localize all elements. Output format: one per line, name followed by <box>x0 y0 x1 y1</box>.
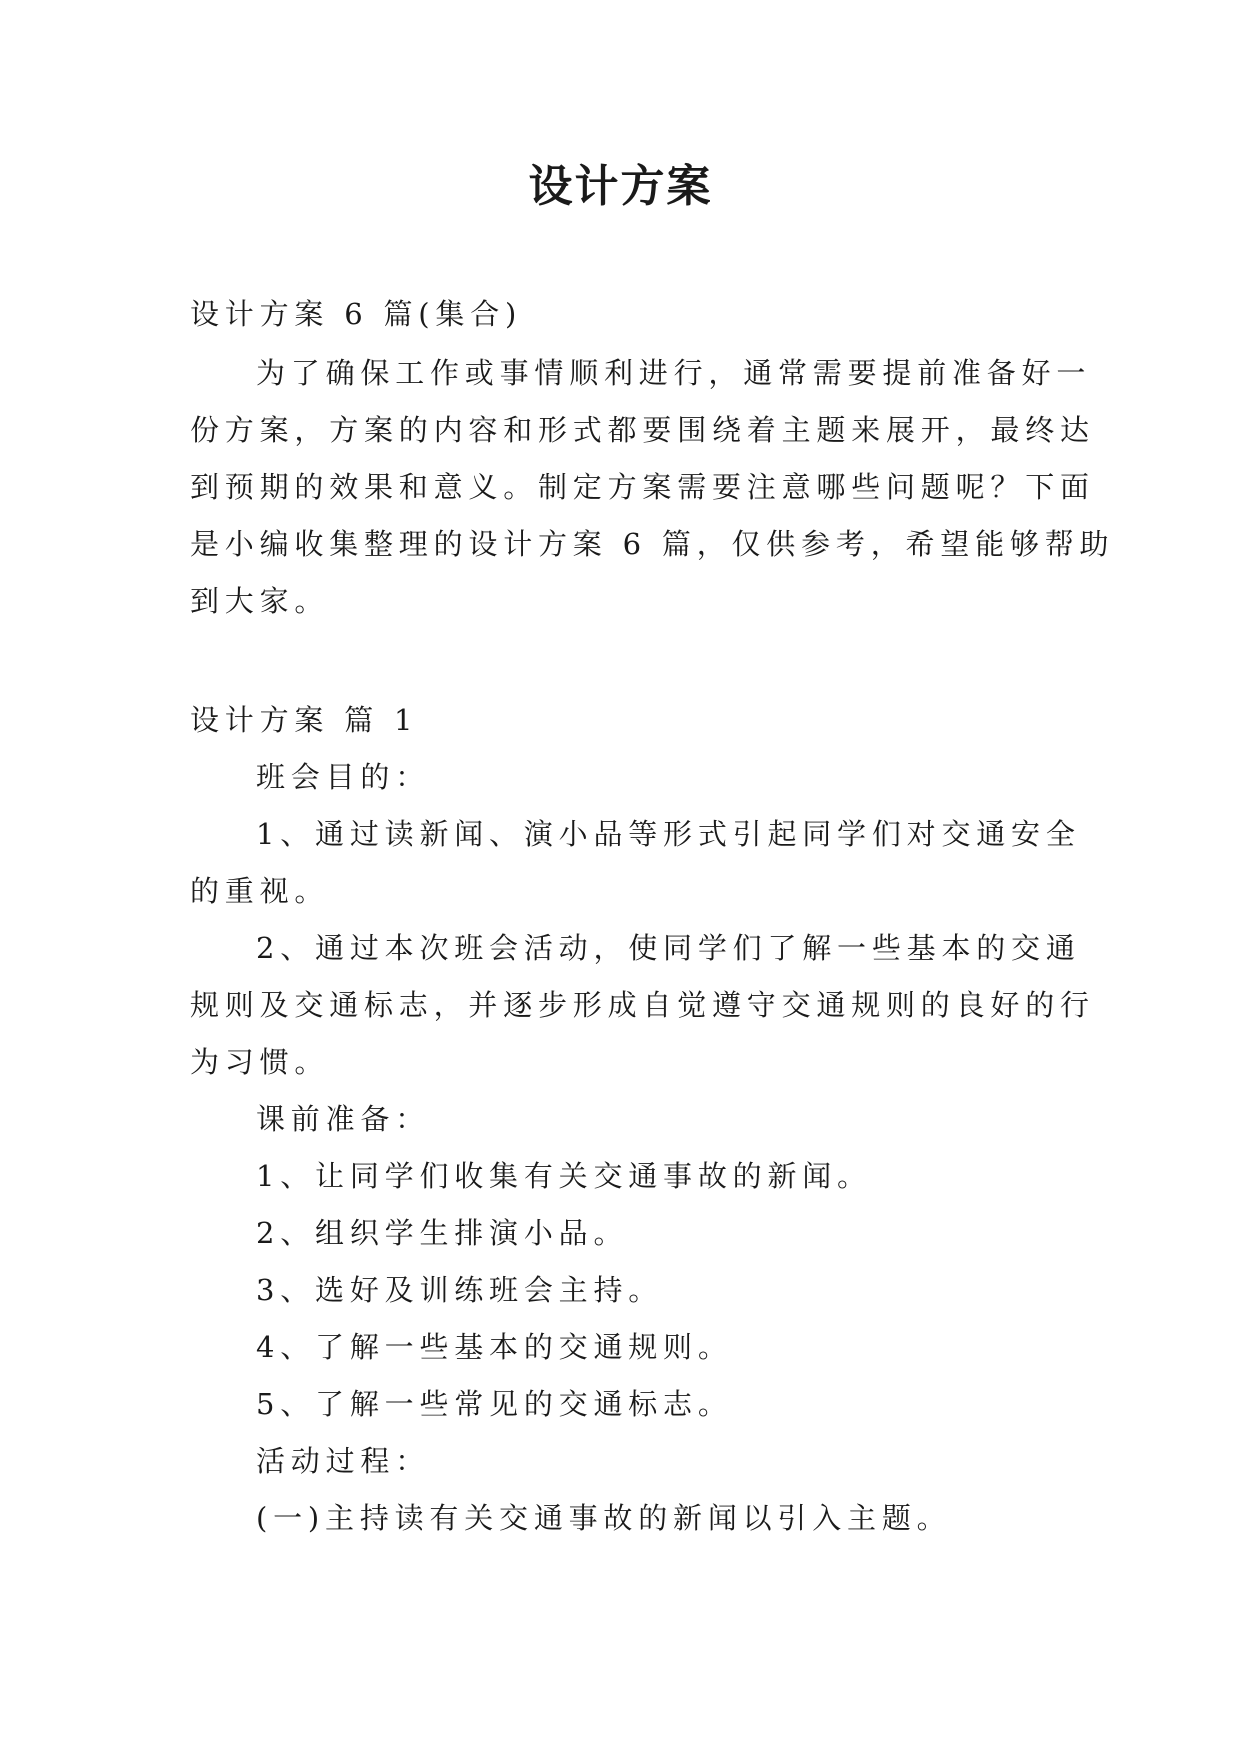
intro-line: 为了确保工作或事情顺利进行，通常需要提前准备好一 <box>256 356 1092 390</box>
body-line: 的重视。 <box>190 874 330 908</box>
body-line: 活动过程： <box>256 1444 431 1478</box>
intro-line: 到大家。 <box>190 584 330 618</box>
body-line: 1、通过读新闻、演小品等形式引起同学们对交通安全 <box>256 817 1081 851</box>
body-line: 规则及交通标志，并逐步形成自觉遵守交通规则的良好的行 <box>190 988 1095 1022</box>
body-line: 5、了解一些常见的交通标志。 <box>256 1387 733 1421</box>
body-line: 2、组织学生排演小品。 <box>256 1216 629 1250</box>
body-line: 3、选好及训练班会主持。 <box>256 1273 664 1307</box>
document-subtitle: 设计方案 6 篇(集合) <box>190 297 523 331</box>
intro-line: 是小编收集整理的设计方案 6 篇，仅供参考，希望能够帮助 <box>190 527 1115 561</box>
body-line: 2、通过本次班会活动，使同学们了解一些基本的交通 <box>256 931 1081 965</box>
intro-line: 到预期的效果和意义。制定方案需要注意哪些问题呢？下面 <box>190 470 1095 504</box>
body-line: 班会目的： <box>256 760 431 794</box>
body-line: (一)主持读有关交通事故的新闻以引入主题。 <box>256 1501 952 1535</box>
body-line: 为习惯。 <box>190 1045 330 1079</box>
document-title: 设计方案 <box>528 161 713 212</box>
intro-line: 份方案，方案的内容和形式都要围绕着主题来展开，最终达 <box>190 413 1095 447</box>
section-heading: 设计方案 篇 1 <box>190 703 419 737</box>
body-line: 1、让同学们收集有关交通事故的新闻。 <box>256 1159 872 1193</box>
body-line: 课前准备： <box>256 1102 431 1136</box>
body-line: 4、了解一些基本的交通规则。 <box>256 1330 733 1364</box>
